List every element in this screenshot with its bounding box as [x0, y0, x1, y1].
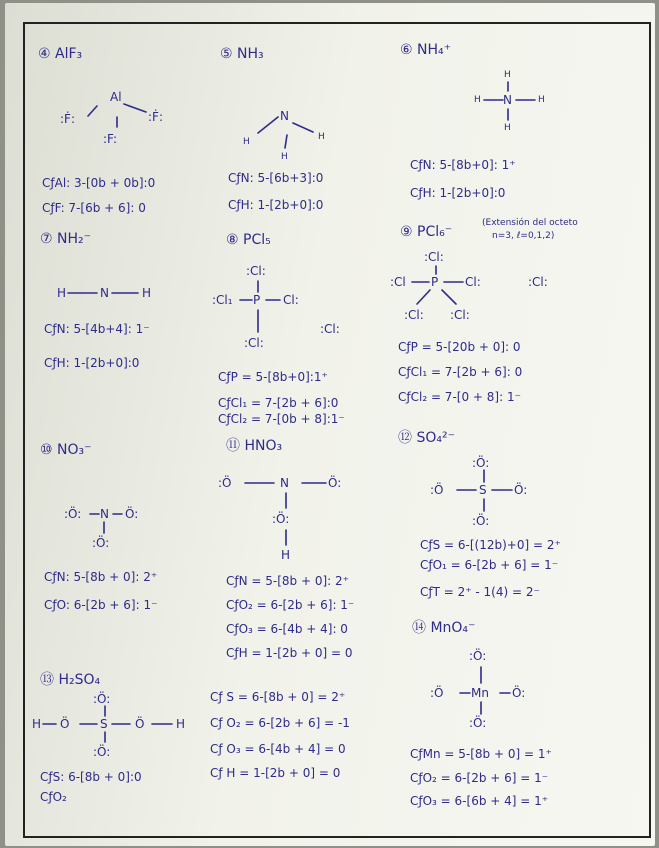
mno4-charge-o2: CƒO₂ = 6-[2b + 6] = 1⁻ [410, 771, 549, 785]
h2so4-o-left: Ö [60, 717, 70, 731]
h2so4-central-s: S [100, 717, 108, 731]
no3-charge-n: CƒN: 5-[8b + 0]: 2⁺ [44, 570, 158, 584]
problem-11-title: ⑪ HNO₃ [226, 438, 283, 454]
so4-charge-o1: CƒO₁ = 6-[2b + 6] = 1⁻ [420, 558, 559, 572]
hno3-o-right: Ö: [328, 476, 342, 490]
pcl6-cl-top: :Cl: [424, 250, 444, 264]
hno3-charge-n: CƒN = 5-[8b + 0]: 2⁺ [226, 574, 349, 588]
problem-7-title: ⑦ NH₂⁻ [40, 231, 92, 247]
h2so4-h-right: H [176, 717, 186, 731]
pcl6-cl-right: Cl: [465, 275, 481, 289]
hno3-charge-h: CƒH = 1-[2b + 0] = 0 [226, 646, 353, 660]
nh2-central-n: N [100, 286, 109, 300]
h2so4-charge-s-a: CƒS: 6-[8b + 0]:0 [40, 770, 142, 784]
nh2-h-right: H [142, 286, 152, 300]
hno3-central-n: N [280, 476, 289, 490]
problem-10-title: ⑩ NO₃⁻ [40, 442, 92, 458]
no3-o-bottom: :Ö: [92, 536, 110, 550]
so4-central-s: S [479, 483, 487, 497]
mno4-charge-mn: CƒMn = 5-[8b + 0] = 1⁺ [410, 747, 552, 761]
alf3-f-bottom: :F: [103, 132, 118, 146]
pcl5-charge-cl1: CƒCl₁ = 7-[2b + 6]:0 [218, 396, 339, 410]
nh2-charge-h: CƒH: 1-[2b+0]:0 [44, 356, 140, 370]
nh4-h-left: H [474, 95, 481, 105]
nh4-h-right: H [538, 95, 545, 105]
problem-13-title: ⑬ H₂SO₄ [40, 672, 101, 688]
problem-9-title: ⑨ PCl₆⁻ [400, 224, 453, 240]
pcl6-note-line2: n=3, ℓ=0,1,2) [492, 231, 555, 241]
so4-o-left: :Ö [430, 483, 444, 497]
pcl6-cl-bottom-left: :Cl: [404, 308, 424, 322]
no3-o-right: Ö: [125, 507, 139, 521]
mno4-o-right: Ö: [512, 686, 526, 700]
problem-6-title: ⑥ NH₄⁺ [400, 42, 452, 58]
so4-o-top: :Ö: [472, 456, 490, 470]
h2so4-charge-h: Cƒ H = 1-[2b + 0] = 0 [210, 766, 341, 780]
h2so4-charge-s: Cƒ S = 6-[8b + 0] = 2⁺ [210, 690, 346, 704]
nh4-charge-n: CƒN: 5-[8b+0]: 1⁺ [410, 158, 516, 172]
pcl5-central-p: P [253, 293, 261, 307]
nh3-charge-h: CƒH: 1-[2b+0]:0 [228, 198, 324, 212]
nh2-charge-n: CƒN: 5-[4b+4]: 1⁻ [44, 322, 150, 336]
pcl5-charge-p: CƒP = 5-[8b+0]:1⁺ [218, 370, 328, 384]
pcl6-cl-left: :Cl [390, 275, 406, 289]
problem-5-title: ⑤ NH₃ [220, 46, 264, 62]
h2so4-charge-o2: Cƒ O₂ = 6-[2b + 6] = -1 [210, 716, 350, 730]
pcl5-cl-far: :Cl: [320, 322, 340, 336]
h2so4-charge-o3: Cƒ O₃ = 6-[4b + 4] = 0 [210, 742, 346, 756]
problem-12-title: ⑫ SO₄²⁻ [398, 430, 455, 446]
nh4-h-top: H [504, 70, 511, 80]
pcl5-cl-bottom: :Cl: [244, 336, 264, 350]
problem-14-title: ⑭ MnO₄⁻ [412, 620, 476, 636]
alf3-f-left: :Ḟ: [60, 112, 75, 126]
h2so4-o-right: Ö [135, 717, 145, 731]
pcl5-cl-top: :Cl: [246, 264, 266, 278]
pcl5-cl-left: :Cl₁ [212, 293, 233, 307]
nh4-central-n: N [503, 93, 512, 107]
pcl6-note-line1: (Extensión del octeto [482, 218, 578, 228]
nh3-h1: H [243, 137, 250, 147]
so4-o-right: Ö: [514, 483, 528, 497]
mno4-o-top: :Ö: [469, 649, 487, 663]
h2so4-o-top: :Ö: [93, 692, 111, 706]
nh3-central-n: N [280, 109, 289, 123]
nh4-h-bottom: H [504, 123, 511, 133]
pcl6-charge-p: CƒP = 5-[20b + 0]: 0 [398, 340, 521, 354]
nh3-charge-n: CƒN: 5-[6b+3]:0 [228, 171, 324, 185]
pcl5-cl-right: Cl: [283, 293, 299, 307]
no3-central-n: N [100, 507, 109, 521]
hno3-charge-o2: CƒO₂ = 6-[2b + 6]: 1⁻ [226, 598, 355, 612]
alf3-charge-f: CƒF: 7-[6b + 6]: 0 [42, 201, 146, 215]
hno3-charge-o3: CƒO₃ = 6-[4b + 4]: 0 [226, 622, 348, 636]
mno4-charge-o3: CƒO₃ = 6-[6b + 4] = 1⁺ [410, 794, 549, 808]
pcl5-charge-cl2: CƒCl₂ = 7-[0b + 8]:1⁻ [218, 412, 345, 426]
mno4-central-mn: Mn [471, 686, 489, 700]
alf3-central-al: Al [110, 90, 122, 104]
hno3-o-left: :Ö [218, 476, 232, 490]
pcl6-central-p: P [431, 275, 439, 289]
problem-4-title: ④ AlF₃ [38, 46, 83, 62]
h2so4-o-bottom: :Ö: [93, 745, 111, 759]
so4-charge-s: CƒS = 6-[(12b)+0] = 2⁺ [420, 538, 561, 552]
pcl6-cl-far: :Cl: [528, 275, 548, 289]
hno3-o-bottom: :Ö: [272, 512, 290, 526]
nh2-h-left: H [57, 286, 67, 300]
h2so4-h-left: H [32, 717, 42, 731]
mno4-o-bottom: :Ö: [469, 716, 487, 730]
alf3-f-right: :Ḟ: [148, 110, 163, 124]
alf3-charge-al: CƒAl: 3-[0b + 0b]:0 [42, 176, 156, 190]
nh3-h3: H [281, 152, 288, 162]
so4-charge-total: CƒT = 2⁺ - 1(4) = 2⁻ [420, 585, 540, 599]
no3-o-left: :Ö: [64, 507, 82, 521]
mno4-o-left: :Ö [430, 686, 444, 700]
h2so4-charge-o-a: CƒO₂ [40, 790, 67, 804]
nh4-charge-h: CƒH: 1-[2b+0]:0 [410, 186, 506, 200]
pcl6-charge-cl1: CƒCl₁ = 7-[2b + 6]: 0 [398, 365, 523, 379]
so4-o-bottom: :Ö: [472, 514, 490, 528]
no3-charge-o: CƒO: 6-[2b + 6]: 1⁻ [44, 598, 158, 612]
hno3-h: H [281, 548, 291, 562]
nh3-h2: H [318, 132, 325, 142]
pcl6-cl-bottom-right: :Cl: [450, 308, 470, 322]
pcl6-charge-cl2: CƒCl₂ = 7-[0 + 8]: 1⁻ [398, 390, 521, 404]
problem-8-title: ⑧ PCl₅ [226, 232, 271, 248]
